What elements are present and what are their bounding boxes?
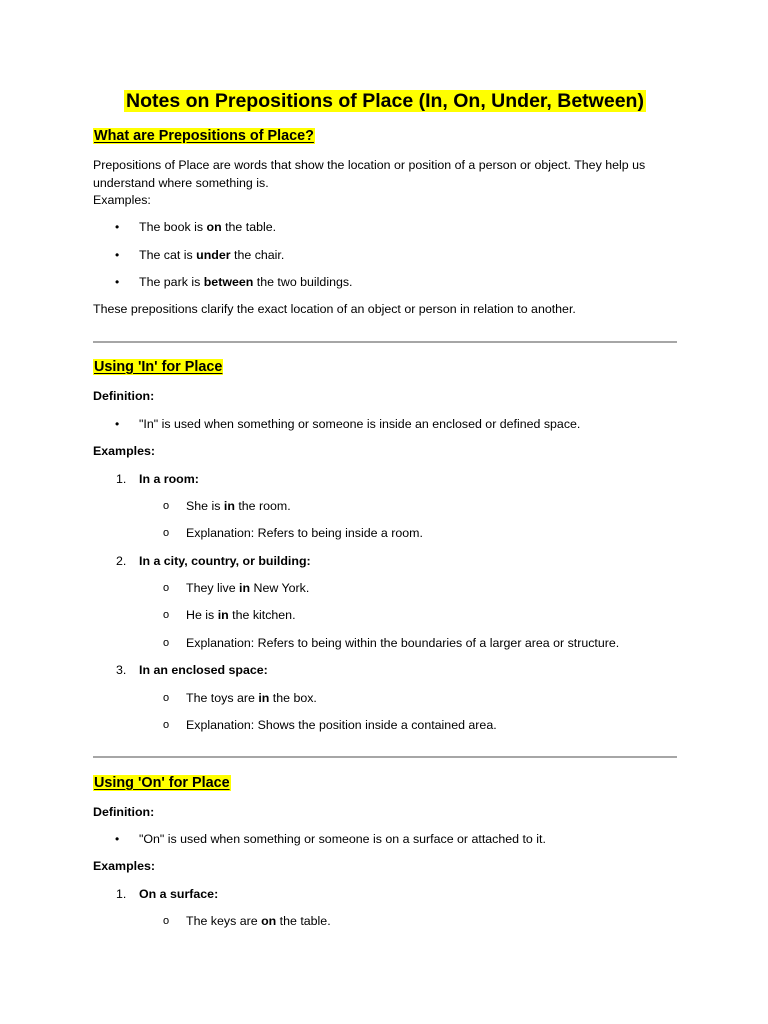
closing-paragraph: These prepositions clarify the exact location of an object or person in relation to another.	[93, 302, 576, 316]
title-text: Notes on Prepositions of Place (In, On, Under, Between)	[126, 90, 644, 112]
definition-label: Definition:	[93, 805, 155, 819]
examples-label: Examples:	[93, 859, 155, 873]
section-heading-text: Using 'On' for Place	[94, 775, 230, 791]
section-heading-in	[93, 357, 223, 377]
intro-line-1: Prepositions of Place are words that show the location or position of a person or object. They help us	[93, 158, 646, 172]
section-heading-text: Using 'In' for Place	[94, 359, 223, 375]
document-title	[93, 88, 677, 115]
examples-label: Examples:	[93, 193, 151, 207]
section-heading-text: What are Prepositions of Place?	[94, 128, 314, 144]
definition-label: Definition:	[93, 389, 155, 403]
section-heading-on	[93, 773, 231, 793]
horizontal-rule	[93, 756, 677, 758]
intro-line-2: understand where something is.	[93, 176, 269, 190]
section-heading-what-are	[93, 126, 315, 146]
horizontal-rule	[93, 341, 677, 343]
examples-label: Examples:	[93, 444, 155, 458]
